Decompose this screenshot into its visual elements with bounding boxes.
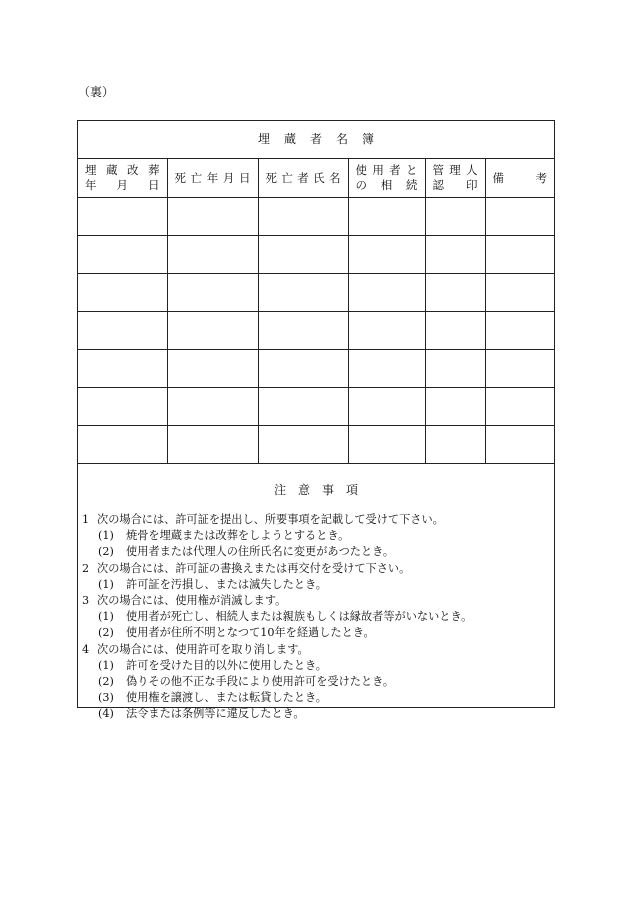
note-text: 次の場合には、使用許可を取り消します。: [97, 642, 309, 656]
column-header: [258, 159, 348, 198]
note-sub-text: 使用権を譲渡し、または転貸したとき。: [126, 691, 327, 705]
note-sub-text: 偽りその他不正な手段により使用許可を受けたとき。: [126, 675, 395, 689]
table-cell: [425, 388, 485, 426]
table-cell: [167, 350, 258, 388]
note-sub-item: [82, 658, 554, 674]
column-header-line: 死 亡 年 月 日: [174, 171, 251, 185]
table-cell: [485, 236, 554, 274]
table-cell: [425, 426, 485, 464]
note-sub-text: 法令または条例等に違反したとき。: [126, 707, 305, 721]
table-cell: [167, 388, 258, 426]
table-cell: [485, 388, 554, 426]
note-text: 次の場合には、許可証の書換えまたは再交付を受けて下さい。: [97, 561, 411, 575]
note-sub-item: [82, 674, 554, 690]
table-cell: [167, 198, 258, 236]
page-label: （裏）: [78, 85, 115, 99]
table-cell: [258, 236, 348, 274]
note-item: [82, 593, 554, 642]
note-sub-number: (1): [98, 529, 114, 543]
table-cell: [348, 426, 425, 464]
column-header-line: 認 印: [432, 178, 478, 192]
table-cell: [258, 388, 348, 426]
table-cell: [167, 312, 258, 350]
table-cell: [425, 236, 485, 274]
table-cell: [167, 274, 258, 312]
table-cell: [78, 426, 167, 464]
table-row: [78, 236, 554, 274]
note-sub-text: 許可証を汚損し、または滅失したとき。: [126, 577, 327, 591]
table-cell: [348, 350, 425, 388]
register-header-row: [78, 159, 554, 198]
note-sub-item: [82, 706, 554, 722]
note-sub-item: [82, 609, 554, 625]
table-cell: [348, 198, 425, 236]
table-row: [78, 312, 554, 350]
column-header: [485, 159, 554, 198]
column-header-line: 使 用 者 と: [355, 163, 418, 177]
note-sub-text: 焼骨を埋蔵または改葬をしようとするとき。: [126, 529, 350, 543]
table-cell: [485, 274, 554, 312]
note-item: [82, 642, 554, 723]
table-cell: [348, 236, 425, 274]
note-sub-text: 許可を受けた目的以外に使用したとき。: [126, 658, 327, 672]
note-item: [82, 561, 554, 593]
table-cell: [78, 198, 167, 236]
table-cell: [348, 274, 425, 312]
column-header: [348, 159, 425, 198]
column-header-line: 死 亡 者 氏 名: [265, 171, 341, 185]
table-cell: [258, 274, 348, 312]
table-cell: [485, 312, 554, 350]
table-cell: [258, 198, 348, 236]
table-cell: [167, 426, 258, 464]
table-cell: [425, 350, 485, 388]
table-cell: [425, 198, 485, 236]
column-header-line: 埋 蔵 改 葬: [85, 163, 160, 177]
column-header-line: 備 考: [492, 171, 547, 185]
note-sub-item: [82, 528, 554, 544]
note-sub-item: [82, 625, 554, 641]
note-sub-item: [82, 544, 554, 560]
table-cell: [78, 388, 167, 426]
column-header-line: 年 月 日: [85, 178, 160, 192]
table-cell: [425, 274, 485, 312]
table-row: [78, 350, 554, 388]
notes-section: [78, 481, 554, 723]
table-cell: [258, 426, 348, 464]
register-body: [78, 198, 554, 464]
note-item: [82, 512, 554, 561]
column-header-line: の 相 続: [355, 178, 418, 192]
note-number: 3: [82, 594, 90, 608]
note-sub-item: [82, 577, 554, 593]
note-sub-number: (1): [98, 658, 114, 672]
note-text: 次の場合には、許可証を提出し、所要事項を記載して受けて下さい。: [97, 513, 444, 526]
table-cell: [485, 350, 554, 388]
table-cell: [167, 236, 258, 274]
note-sub-text: 使用者が住所不明となつて10年を経過したとき。: [126, 626, 375, 640]
table-cell: [348, 312, 425, 350]
table-cell: [78, 236, 167, 274]
note-sub-text: 使用者が死亡し、相続人または親族もしくは縁故者等がいないとき。: [126, 610, 473, 624]
note-sub-text: 使用者または代理人の住所氏名に変更があつたとき。: [126, 545, 395, 559]
column-header: [167, 159, 258, 198]
table-cell: [78, 350, 167, 388]
note-sub-number: (1): [98, 610, 114, 624]
table-cell: [348, 388, 425, 426]
table-row: [78, 388, 554, 426]
column-header: [425, 159, 485, 198]
note-sub-number: (4): [98, 707, 114, 721]
note-number: 1: [82, 513, 90, 526]
column-header: [78, 159, 167, 198]
table-cell: [485, 198, 554, 236]
note-sub-item: [82, 690, 554, 706]
note-number: 2: [82, 561, 90, 575]
table-row: [78, 274, 554, 312]
register-title: 埋蔵者名簿: [78, 121, 554, 159]
note-number: 4: [82, 642, 90, 656]
table-cell: [425, 312, 485, 350]
note-text: 次の場合には、使用権が消滅します。: [97, 594, 287, 608]
note-sub-number: (3): [98, 691, 114, 705]
table-cell: [78, 312, 167, 350]
table-cell: [485, 426, 554, 464]
register-table: [78, 159, 554, 464]
column-header-line: 管 理 人: [432, 163, 478, 177]
table-cell: [78, 274, 167, 312]
note-sub-number: (1): [98, 577, 114, 591]
register-form: [77, 120, 555, 721]
table-row: [78, 426, 554, 464]
note-list: [78, 512, 554, 723]
note-sub-number: (2): [98, 675, 114, 689]
note-sub-number: (2): [98, 545, 114, 559]
table-row: [78, 198, 554, 236]
note-sub-number: (2): [98, 626, 114, 640]
table-cell: [258, 350, 348, 388]
table-cell: [258, 312, 348, 350]
notes-title: 注意事項: [273, 483, 370, 497]
